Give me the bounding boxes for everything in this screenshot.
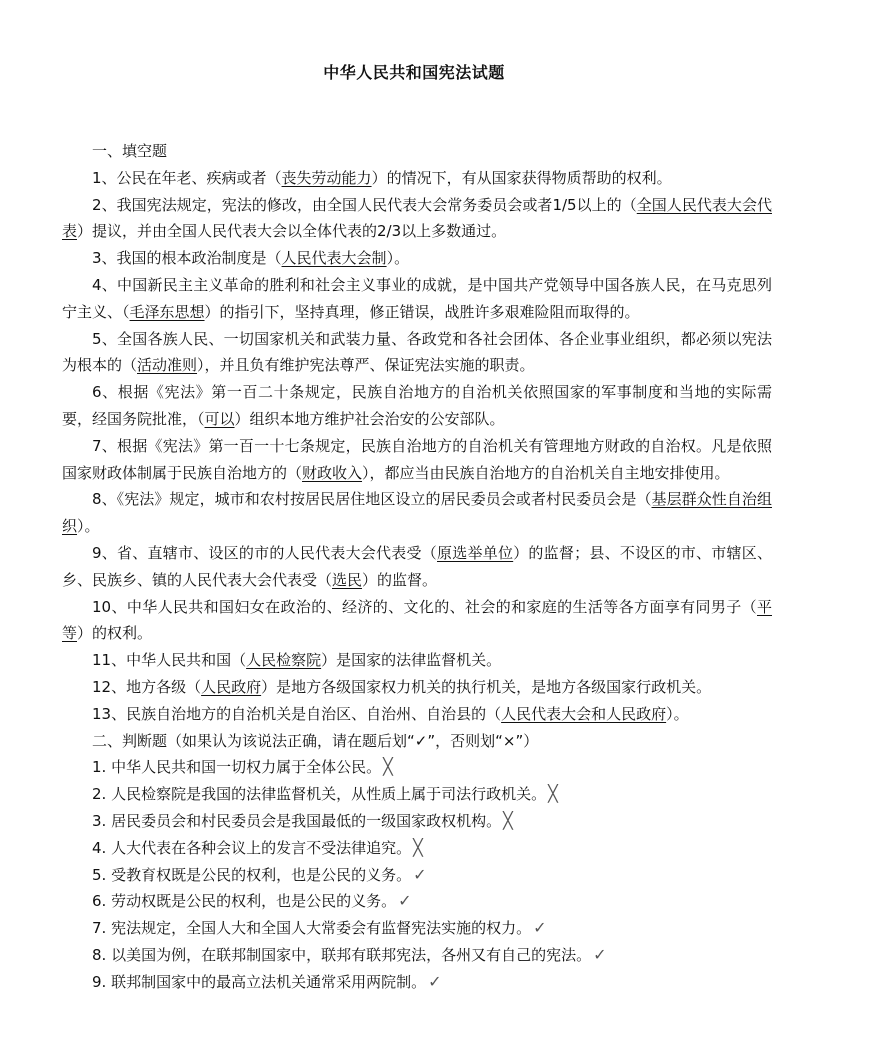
tf-item-1: 1. 中华人民共和国一切权力属于全体公民。 ╳	[92, 757, 393, 777]
tf-item-2: 2. 人民检察院是我国的法律监督机关，从性质上属于司法行政机关。 ╳	[92, 784, 558, 804]
question-13: 13、民族自治地方的自治机关是自治区、自治州、自治县的（人民代表大会和人民政府）。	[92, 704, 689, 723]
tf-mark-5: ✓	[413, 864, 427, 884]
tf-mark-8: ✓	[593, 944, 607, 964]
question-10: 10、中华人民共和国妇女在政治的、经济的、文化的、社会的和家庭的生活等各方面享有同男子（平等）的权利。	[62, 597, 772, 643]
tf-mark-9: ✓	[428, 971, 442, 991]
answer-5: 活动准则	[137, 356, 198, 375]
answer-13: 人民代表大会和人民政府	[501, 704, 667, 723]
question-6: 6、根据《宪法》第一百二十条规定，民族自治地方的自治机关依照国家的军事制度和当地的实际需要，经国务院批准，（可以）组织本地方维护社会治安的公安部队。	[62, 383, 772, 428]
tf-item-6: 6. 劳动权既是公民的权利，也是公民的义务。 ✓	[92, 891, 412, 911]
tf-item-4: 4. 人大代表在各种会议上的发言不受法律追究。 ╳	[92, 837, 423, 857]
question-2: 2、我国宪法规定，宪法的修改，由全国人民代表大会常务委员会或者1/5以上的（全国人民代表大会代表）提议，并由全国人民代表大会以全体代表的2/3以上多数通过。	[62, 195, 772, 241]
document-body	[62, 138, 772, 996]
answer-6: 可以	[204, 409, 235, 428]
section-heading-true-false: 二、判断题（如果认为该说法正确，请在题后划“✓”，否则划“×”）	[92, 731, 539, 750]
answer-8: 基层群众性自治组织	[62, 490, 772, 536]
question-12: 12、地方各级（人民政府）是地方各级国家权力机关的执行机关，是地方各级国家行政机关。	[92, 677, 712, 696]
tf-mark-2: ╳	[548, 784, 558, 804]
question-9: 9、省、直辖市、设区的市的人民代表大会代表受（原选举单位）的监督；县、不设区的市、市辖区、乡、民族乡、镇的人民代表大会代表受（选民）的监督。	[62, 543, 772, 589]
tf-item-5: 5. 受教育权既是公民的权利，也是公民的义务。 ✓	[92, 864, 427, 884]
answer-9b: 选民	[332, 570, 363, 589]
question-4: 4、中国新民主主义革命的胜利和社会主义事业的成就，是中国共产党领导中国各族人民，在马克思列宁主义、（毛泽东思想）的指引下，坚持真理，修正错误，战胜许多艰难险阻而取得的。	[62, 275, 772, 321]
tf-item-7: 7. 宪法规定，全国人大和全国人大常委会有监督宪法实施的权力。 ✓	[92, 918, 547, 938]
question-1: 1、公民在年老、疾病或者（丧失劳动能力）的情况下，有从国家获得物质帮助的权利。	[92, 168, 672, 187]
document-title: 中华人民共和国宪法试题	[323, 63, 505, 82]
answer-11: 人民检察院	[246, 651, 322, 670]
tf-mark-6: ✓	[398, 891, 412, 911]
answer-10: 平等	[62, 597, 772, 643]
answer-1: 丧失劳动能力	[281, 168, 372, 187]
tf-mark-4: ╳	[413, 837, 423, 857]
tf-mark-3: ╳	[503, 810, 513, 830]
tf-item-8: 8. 以美国为例，在联邦制国家中，联邦有联邦宪法，各州又有自己的宪法。 ✓	[92, 944, 607, 964]
answer-9a: 原选举单位	[437, 543, 514, 562]
tf-mark-1: ╳	[383, 757, 393, 777]
question-7: 7、根据《宪法》第一百一十七条规定，民族自治地方的自治机关有管理地方财政的自治权。凡是依照国家财政体制属于民族自治地方的（财政收入），都应当由民族自治地方的自治机关自主地安排使用。	[62, 436, 772, 482]
answer-2: 全国人民代表大会代表	[62, 195, 772, 241]
question-5: 5、全国各族人民、一切国家机关和武装力量、各政党和各社会团体、各企业事业组织，都必须以宪法为根本的（活动准则），并且负有维护宪法尊严、保证宪法实施的职责。	[62, 329, 772, 375]
tf-item-3: 3. 居民委员会和村民委员会是我国最低的一级国家政权机构。 ╳	[92, 810, 513, 830]
tf-mark-7: ✓	[533, 918, 547, 938]
question-11: 11、中华人民共和国（人民检察院）是国家的法律监督机关。	[92, 651, 502, 670]
question-8: 8、《宪法》规定，城市和农村按居民居住地区设立的居民委员会或者村民委员会是（基层群众性自治组织）。	[62, 490, 772, 536]
question-3: 3、我国的根本政治制度是（人民代表大会制）。	[92, 249, 410, 268]
answer-7: 财政收入	[302, 463, 363, 482]
answer-4: 毛泽东思想	[129, 302, 205, 321]
section-heading-fill-in: 一、填空题	[92, 142, 168, 160]
tf-item-9: 9. 联邦制国家中的最高立法机关通常采用两院制。 ✓	[92, 971, 442, 991]
answer-12: 人民政府	[201, 677, 262, 696]
answer-3: 人民代表大会制	[281, 249, 387, 268]
